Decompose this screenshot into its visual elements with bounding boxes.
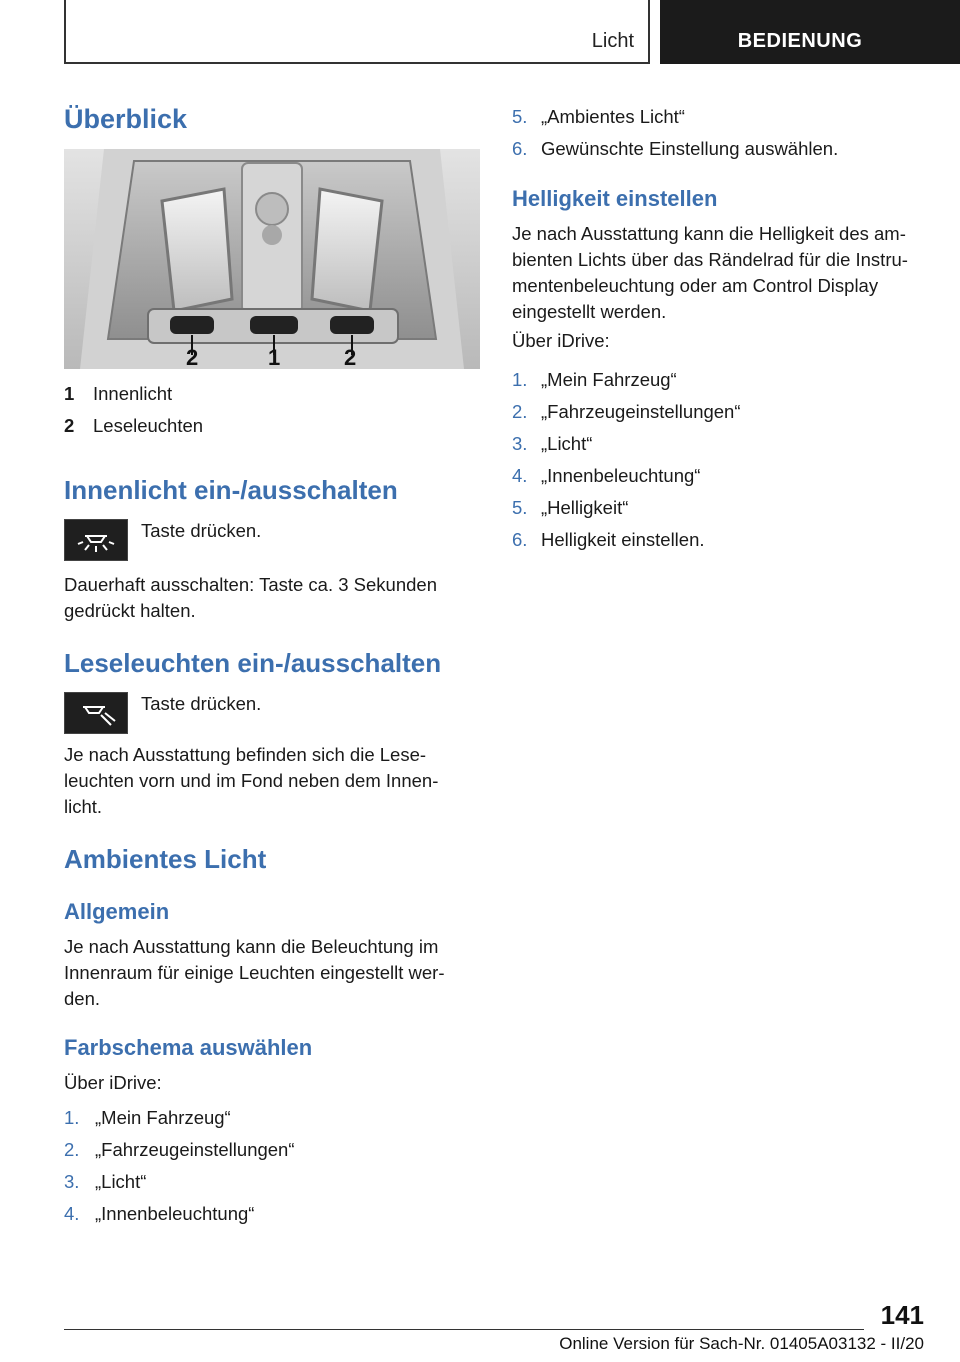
reading-light-button-icon xyxy=(64,692,128,734)
step-number: 5. xyxy=(512,497,528,518)
interior-light-button-icon xyxy=(64,519,128,561)
step-text: „Mein Fahrzeug“ xyxy=(541,369,677,390)
legend-text: Leseleuchten xyxy=(93,415,204,436)
legend-text: Innenlicht xyxy=(93,383,173,404)
reading-lamp-icon xyxy=(65,693,127,733)
step-text: „Fahrzeugeinstellungen“ xyxy=(541,401,741,422)
brightness-intro: Über iDrive: xyxy=(512,330,610,351)
step-text: „Licht“ xyxy=(95,1171,147,1192)
image-label-center: 1 xyxy=(268,345,281,370)
brightness-text: Je nach Ausstattung kann die Helligkeit des am-bienten Lichts über das Rändelrad für die Instru-mentenbeleuchtung oder am Control Display eingestellt werden. xyxy=(512,223,908,322)
interior-light-note: Dauerhaft ausschalten: Taste ca. 3 Sekunden gedrückt halten. xyxy=(64,574,437,621)
color-scheme-intro: Über iDrive: xyxy=(64,1072,162,1093)
step-text: „Innenbeleuchtung“ xyxy=(541,465,701,486)
reading-light-note: Je nach Ausstattung befinden sich die Lese-leuchten vorn und im Fond neben dem Innen-licht. xyxy=(64,744,439,817)
section-title: BEDIENUNG xyxy=(737,30,863,52)
overview-title: Überblick xyxy=(64,104,188,134)
step-number: 2. xyxy=(512,401,528,422)
interior-light-action: Taste drücken. xyxy=(141,520,262,541)
step-text: „Fahrzeugeinstellungen“ xyxy=(95,1139,295,1160)
footer-version: Online Version für Sach-Nr. 01405A03132 - II/20 xyxy=(559,1334,924,1353)
interior-light-title: Innenlicht ein-/ausschalten xyxy=(64,475,398,505)
general-subtitle: Allgemein xyxy=(64,899,170,924)
step-number: 4. xyxy=(512,465,528,486)
color-scheme-subtitle: Farbschema auswählen xyxy=(64,1035,313,1060)
step-text: „Innenbeleuchtung“ xyxy=(95,1203,255,1224)
legend-num: 1 xyxy=(64,383,75,404)
footer-rule xyxy=(64,1329,864,1330)
header-rule-bottom xyxy=(64,62,650,64)
step-number: 5. xyxy=(512,106,528,127)
chapter-title: Licht xyxy=(591,30,634,52)
ambient-light-title: Ambientes Licht xyxy=(64,844,267,874)
step-number: 3. xyxy=(512,433,528,454)
step-text: „Licht“ xyxy=(541,433,593,454)
step-number: 2. xyxy=(64,1139,80,1160)
brightness-subtitle: Helligkeit einstellen xyxy=(512,186,718,211)
overhead-console-illustration xyxy=(64,149,480,369)
image-label-right: 2 xyxy=(344,345,357,370)
header-rule-left xyxy=(64,0,66,64)
header-rule-right xyxy=(648,0,650,64)
step-number: 6. xyxy=(512,529,528,550)
reading-light-action: Taste drücken. xyxy=(141,693,262,714)
step-number: 3. xyxy=(64,1171,80,1192)
reading-light-title: Leseleuchten ein-/ausschalten xyxy=(64,648,442,678)
step-text: „Mein Fahrzeug“ xyxy=(95,1107,231,1128)
step-number: 1. xyxy=(64,1107,80,1128)
step-text: „Helligkeit“ xyxy=(541,497,629,518)
lamp-icon xyxy=(65,520,127,560)
step-number: 1. xyxy=(512,369,528,390)
step-text: „Ambientes Licht“ xyxy=(541,106,685,127)
legend-num: 2 xyxy=(64,415,75,436)
image-label-left: 2 xyxy=(186,345,199,370)
step-text: Gewünschte Einstellung auswählen. xyxy=(541,138,839,159)
step-number: 6. xyxy=(512,138,528,159)
step-text: Helligkeit einstellen. xyxy=(541,529,705,550)
page-number: 141 xyxy=(880,1300,924,1330)
step-number: 4. xyxy=(64,1203,80,1224)
overhead-console-image xyxy=(64,149,480,369)
general-text: Je nach Ausstattung kann die Beleuchtung im Innenraum für einige Leuchten eingestellt wer-den. xyxy=(64,936,445,1009)
